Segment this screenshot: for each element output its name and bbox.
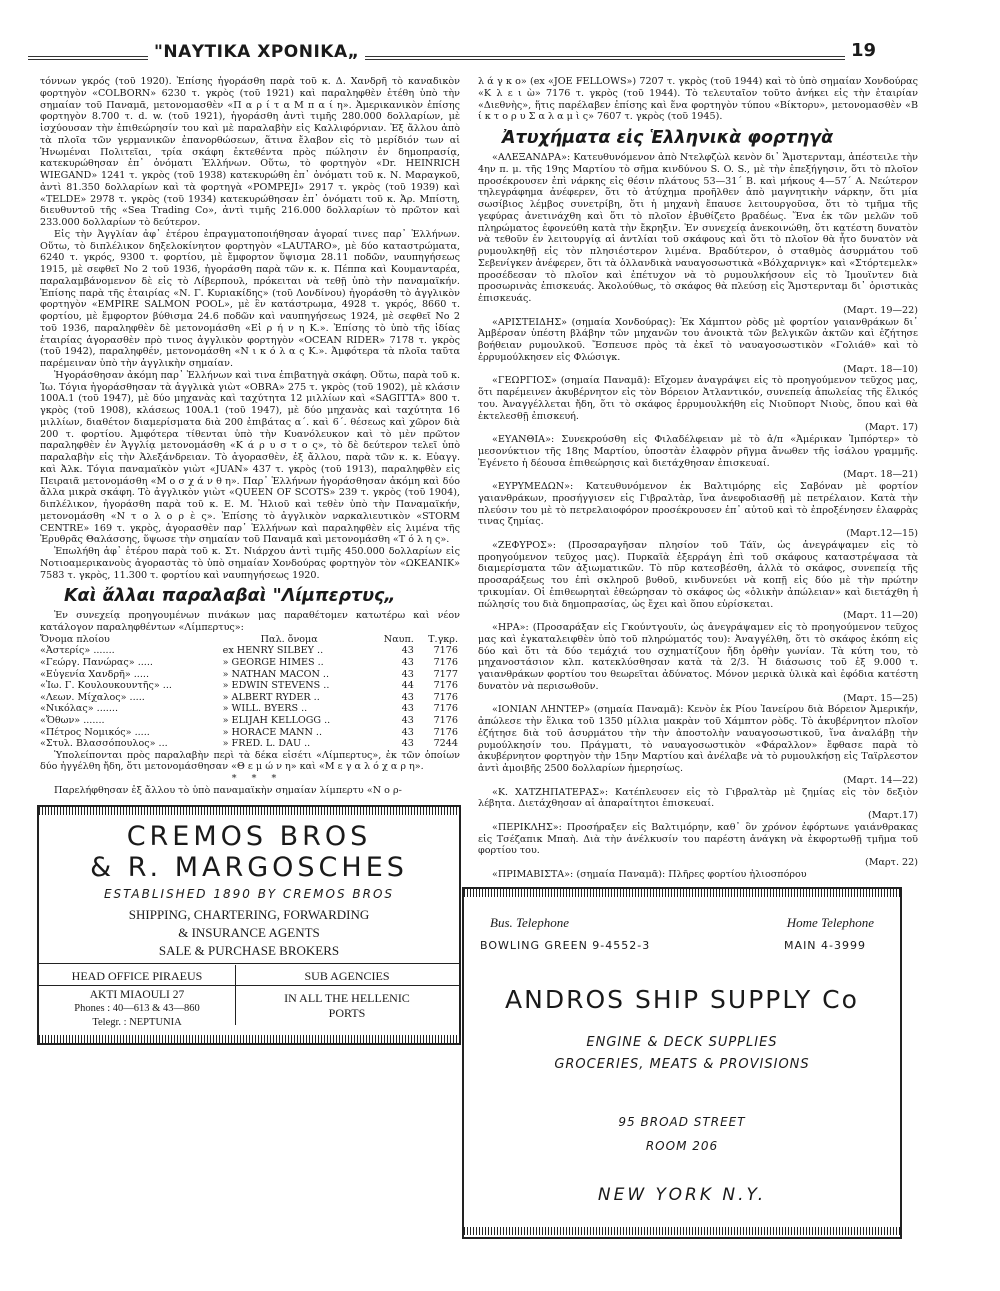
tonnage: 7176 <box>433 726 458 738</box>
accident-date: (Μαρτ. 17) <box>864 422 918 434</box>
accident-entry: «ΑΡΙΣΤΕΙΔΗΣ» (σημαία Χονδούρας): Ἐκ Χάμπτον ρὸδς μὲ φορτίον γαιανθράκων δι᾽ Ἀμβέρσαν ὑπέστη βλάβην τῶν μηχανῶν του ἀνοικτὰ τῶν βελγικῶν ἀκτῶν καὶ ἐζήτησε βοήθειαν ρυμουλκοῦ. Ἔσπευσε πρὸς τὰ ἐκεῖ τὸ ναυαγοσωστικὸν «Γολιάθ» καὶ τὸ ἐρρυμούλκησεν εἰς Φλώσιγκ. <box>478 316 918 363</box>
ad-services-2: & INSURANCE AGENTS <box>178 925 320 940</box>
sub-agencies-label: SUB AGENCIES <box>304 969 390 983</box>
liberty-ships-table <box>40 634 460 750</box>
accident-entry: «ΠΕΡΙΚΛΗΣ»: Προσήραξεν εἰς Βαλτιμόρην, καθ᾽ ὃν χρόνον ἐφόρτωνε γαιάνθρακας εἰς Τσέζαπικ Μπαὴ. Διὰ τὴν ἀνέλκυσίν του παρέστη ἀνάγκη νὰ ἐκφορτωθῇ τμῆμα τοῦ φορτίου του. <box>478 821 918 857</box>
old-name: » ALBERT RYDER .. <box>222 691 320 703</box>
page-number: 19 <box>845 40 882 61</box>
section-heading-liberty: Καὶ ἄλλαι παραλαβαὶ "Λίμπερτυς„ <box>64 586 396 607</box>
bus-telephone-number: BOWLING GREEN 9-4552-3 <box>480 939 651 952</box>
table-row <box>40 738 460 750</box>
accident-entry: «ΓΕΩΡΓΙΟΣ» (σημαία Παναμᾶ): Εἴχομεν ἀναγράψει εἰς τὸ προηγούμενον τεῦχος μας, ὅτι παρέμεινεν ἀκυβέρνητον εἰς τὸν Βόρειον Ἀτλαντικόν, συνεπείᾳ ἀπωλείας τῆς ἕλικός του. Ἀναγγέλλεται ἤδη, ὅτι τὸ σκάφος ἐρρυμουλκήθη εἰς Νιοῦπορτ Νιοὺς, ὅπου καὶ θὰ ἐκτελεσθῇ ἐπισκευή. <box>478 375 918 422</box>
built-year: 43 <box>401 714 414 726</box>
tonnage: 7176 <box>433 703 458 715</box>
accident-date: (Μαρτ. 18—10) <box>843 363 918 375</box>
accident-date: (Μαρτ. 22) <box>864 857 918 868</box>
table-row <box>40 669 460 681</box>
sub-agencies-line1: IN ALL THE HELLENIC <box>284 991 410 1005</box>
article-paragraph: τόννων γκρός (τοῦ 1920). Ἐπίσης ἠγοράσθη παρὰ τοῦ κ. Δ. Χανδρῆ τὸ καναδικὸν φορτηγὸν «COLBORN» 6230 τ. γκρὸς (τοῦ 1921) καὶ παραληφθὲν ἐτέθη ὑπὸ τὴν σημαίαν τοῦ Παναμᾶ, μετονομασθὲν «Π α ρ ί τ α Μ π α ί η». Ἀμερικανικὸν ἐπίσης φορτηγὸν 8.700 τ. d. w. (τοῦ 1921), ἠγοράσθη ἀντὶ τιμῆς 280.000 δολλαρίων, μὲ ἰσχύουσαν τὴν ἐπιθεώρησίν του καὶ μὲ παραλαβὴν εἰς Καλλιφόρνιαν. Ἐξ ἄλλου ἀπὸ τὰ πλοῖα τῶν γερμανικῶν ἐπανορθώσεων, ἅτινα ἔλαβον εἰς τὸ μερίδιόν των αἱ Ἡνωμέναι Πολιτεῖαι, τρία σκάφη ἐκτεθέντα πρὸς πώλησιν ἐν δημοπρασίᾳ, κατεκυρώθησαν ἐπ᾽ ὀνόματι Ἑλλήνων. Οὕτω, τὸ φορτηγὸν «Dr. HEINRICH WIEGAND» 1241 τ. γκρὸς (τοῦ 1938) κατεκυρώθη ἐπ᾽ ὀνόματι τοῦ κ. Ν. Μαραγκοῦ, ἀντὶ 81.350 δολλαρίων καὶ τὰ φορτηγὰ «POMPEJI» 2917 τ. γκρὸς (τοῦ 1939) καὶ «TELDE» 2978 τ. γκρὸς (τοῦ 1934) κατεκυρώθησαν ἐπ᾽ ὀνόματι τοῦ κ. Ἀρ. Μπίστη, διευθυντοῦ τῆς «Sea Trading Co», ἀντὶ τιμῆς 216.000 δολλαρίων τὸ πρῶτον καὶ 233.000 δολλαρίων τὸ δεύτερον. <box>40 76 460 228</box>
ad-border-stripe <box>464 1227 900 1235</box>
old-name: » FRED. L. DAU .. <box>222 738 311 750</box>
home-telephone-number: MAIN 4-3999 <box>784 939 866 952</box>
accident-entry: «ΕΥΡΥΜΕΔΩΝ»: Κατευθυνόμενον ἐκ Βαλτιμόρης εἰς Σαβόναν μὲ φορτίον γαιανθράκων, προσήγγισεν εἰς Γιβραλτὰρ, ἵνα ἀνεφοδιασθῇ μὲ πετρέλαιον. Κατὰ τὴν πλεύσιν του μὲ τὸ πετρελαιοφόρον προσέκρουσεν ἐπ᾽ αὐτοῦ καὶ τὸ ἐπροξένησεν ἐλαφρὰς τινας ζημίας. <box>478 481 918 528</box>
ad-divider <box>39 963 459 964</box>
old-name: » WILL. BYERS .. <box>222 703 308 715</box>
ad-divider-right <box>235 985 459 986</box>
street-address: 95 BROAD STREET <box>618 1115 746 1129</box>
table-row <box>40 645 460 657</box>
bus-telephone-label: Bus. Telephone <box>490 915 569 930</box>
page-header <box>28 42 958 70</box>
accident-entry: «ΕΥΑΝΘΙΑ»: Συνεκρούσθη εἰς Φιλαδέλφειαν μὲ τὸ ἀ/π «Ἀμέρικαν Ἰμπόρτερ» τὸ μεσονύκτιον τῆς 18ης Μαρτίου, ὑποστὰν ἐλαφρὸν ρῆγμα ἄνωθεν τῆς ἰσάλου γραμμῆς. Ἐγένετο ἡ δέουσα ἐπιθεώρησις καὶ διετάχθησαν ἐπισκευαί. <box>478 434 918 469</box>
header-tons: Τ.γκρ. <box>428 633 458 645</box>
header-ship-name: Ὄνομα πλοίου <box>40 633 110 645</box>
accident-date: (Μαρτ.17) <box>868 810 918 821</box>
old-name: » NATHAN MACON .. <box>222 668 329 680</box>
after-table-paragraph: Ὑπολείπονται πρὸς παραλαβὴν περὶ τὰ δέκα εἰσέτι «Λίμπερτυς», ἐκ τῶν ὁποίων δύο ἠγγέλθη ἤδη, ὅτι μετονομάσθησαν «Θ ε μ ώ ν η» καὶ «Μ ε γ α λ ό χ α ρ η». <box>40 749 460 773</box>
accident-entry: «Κ. ΧΑΤΖΗΠΑΤΕΡΑΣ»: Κατέπλευσεν εἰς τὸ Γιβραλτὰρ μὲ ζημίας εἰς τὸν δεξιὸν λέβητα. Διετάχθησαν αἱ ἀπαραίτητοι ἐπισκευαί. <box>478 786 918 810</box>
ad-company-name: CREMOS BROS <box>126 821 372 852</box>
sub-agencies-line2: PORTS <box>328 1006 366 1020</box>
head-office-phones: Phones : 40—613 & 43—860 <box>74 1003 200 1014</box>
built-year: 43 <box>401 668 414 680</box>
supply-company-name: ANDROS SHIP SUPPLY Co <box>505 985 859 1014</box>
table-row <box>40 657 460 669</box>
tonnage: 7244 <box>433 738 458 750</box>
header-built: Ναυπ. <box>383 633 414 645</box>
ship-name: «Πέτρος Νομικός» ..... <box>40 726 150 738</box>
accident-date: (Μαρτ. 15—25) <box>843 692 918 704</box>
ship-name: «Ἀστερίς» ....... <box>40 645 115 657</box>
head-office-telegraph: Telegr. : NEPTUNIA <box>92 1017 182 1028</box>
accident-date: (Μαρτ. 19—22) <box>843 304 918 316</box>
head-office-address: AKTI MIAOULI 27 <box>89 989 185 1001</box>
ad-services-1: SHIPPING, CHARTERING, FORWARDING <box>128 907 370 922</box>
andros-ship-supply-advertisement <box>462 887 902 1239</box>
old-name: ex HENRY SILBEY .. <box>222 645 324 657</box>
table-header-row <box>40 634 460 646</box>
section-heading-accidents: Ἀτυχήματα εἰς Ἑλληνικὰ φορτηγὰ <box>502 128 834 148</box>
old-name: » GEORGE HIMES .. <box>222 656 324 668</box>
ship-name: «Στυλ. Βλασσόπουλος» ... <box>40 738 168 750</box>
accident-entry: «ΖΕΦΥΡΟΣ»: (Προσαραγῆσαν πλησίον τοῦ Τάϊν, ὡς ἀνεγράψαμεν εἰς τὸ προηγούμενον τεῦχος μας). Πυρκαϊὰ ἐξερράγη ἐπὶ τοῦ σκάφους καταστρέψασα τὰ διαμερίσματα τῶν ἀξιωματικῶν. Τὸ πῦρ κατεσβέσθη, ἀλλὰ τὸ σκάφος, συνεπείᾳ τῆς προσαράξεως του ἐπὶ σκληροῦ βυθοῦ, κινδυνεύει νὰ κοπῇ εἰς δύο μὲ τὴν πρώτην τρικυμίαν. Οἱ ἐπιθεωρηταὶ ἐθεώρησαν τὸ σκάφος ὡς «ὁλικὴν ἀπώλειαν» καὶ διετάχθη ἡ πώλησίς του διὰ δημοπρασίας, ὡς ἔχει καὶ ὅπου εὑρίσκεται. <box>478 539 918 610</box>
city-name: NEW YORK N.Y. <box>597 1185 767 1205</box>
right-column <box>478 76 918 881</box>
header-rule-left <box>28 56 148 60</box>
ad-border-stripe <box>39 1035 459 1043</box>
ad-company-name-2: & R. MARGOSCHES <box>90 852 408 883</box>
ship-name: «Γεώργ. Πανώρας» ..... <box>40 656 153 668</box>
article-paragraph: Ἐπωλήθη ἀφ᾽ ἑτέρου παρὰ τοῦ κ. Στ. Νιάρχου ἀντὶ τιμῆς 450.000 δολλαρίων εἰς Νοτιοαμερικανοὺς ἀγοραστὰς τὸ ὑπὸ σημαίαν Χονδούρας φορτηγὸν τὸν «ΩΚΕΑΝΙΚ» 7583 τ. γκρὸς, 11.300 τ. φορτίου καὶ ναυπηγήσεως 1920. <box>40 546 460 581</box>
accident-date: (Μαρτ. 11—20) <box>843 610 918 622</box>
table-row <box>40 680 460 692</box>
ship-name: «Ἰω. Γ. Κουλουκουντῆς» ... <box>40 680 172 692</box>
room-number: ROOM 206 <box>645 1139 719 1153</box>
tonnage: 7176 <box>433 691 458 703</box>
old-name: » HORACE MANN .. <box>222 726 323 738</box>
ship-name: «Ὄθων» ....... <box>40 714 105 726</box>
ship-name: «Νικόλας» ....... <box>40 703 118 715</box>
built-year: 43 <box>401 703 414 715</box>
head-office-label: HEAD OFFICE PIRAEUS <box>71 969 203 983</box>
ad-established: ESTABLISHED 1890 BY CREMOS BROS <box>103 887 395 901</box>
separator-stars: * * * <box>231 773 283 785</box>
accident-date: (Μαρτ. 14—22) <box>843 774 918 786</box>
accident-entry: «ΠΡΙΜΑΒΙΣΤΑ»: (σημαία Παναμᾶ): Πλῆρες φορτίου ἠλιοσπόρου <box>492 868 807 880</box>
accident-entry: «ΙΟΝΙΑΝ ΛΗΝΤΕΡ» (σημαία Παναμᾶ): Κενὸν ἐκ Ρίου Ἰανείρου διὰ Βόρειον Ἀμερικήν, ἀπώλεσε τὴν ἕλικα τοῦ 1350 μίλλια μακρὰν τοῦ Χάμπτον ρὸδς. Τὸ ἀκυβέρνητον πλοῖον ἐζήτησε διὰ τοῦ ἀσυρμάτου τὴν τὴν ἀποστολὴν ναυαγοσωστικοῦ, ἵνα ἀναλάβῃ τὴν ρυμούλκησίν του. Πράγματι, τὸ ναυαγοσωστικὸν «Φάραλλον» ἔφθασε παρὰ τὸ ἀκυβέρνητον φορτηγὸν τὴν 15ην Μαρτίου καὶ ἀνέλαβε νὰ τὸ ρυμουλκήσῃ εἰς Ταϊρλεστον ἀντὶ ἀμοιβῆς 2500 δολλαρίων ἡμερησίως. <box>478 704 918 774</box>
tonnage: 7176 <box>433 680 458 692</box>
left-column <box>40 76 460 797</box>
ad-divider-left <box>39 985 235 986</box>
tonnage: 7176 <box>433 714 458 726</box>
supply-line-1: ENGINE & DECK SUPPLIES <box>586 1035 778 1050</box>
running-title: "ΝΑΥΤΙΚΑ ΧΡΟΝΙΚΑ„ <box>148 42 365 62</box>
built-year: 43 <box>401 738 414 750</box>
cremos-bros-advertisement <box>37 805 461 1045</box>
built-year: 43 <box>401 691 414 703</box>
article-paragraph: Ἠγοράσθησαν ἀκόμη παρ᾽ Ἑλλήνων καὶ τινα ἐπιβατηγὰ σκάφη. Οὕτω, παρὰ τοῦ κ. Ἰω. Τόγια ἠγοράσθησαν τὰ ἀγγλικὰ γιὼτ «OBRA» 275 τ. γκρὸς (τοῦ 1902), μὲ κλάσιν 100Α.1 (τοῦ 1947), μὲ δύο μηχανὰς καὶ ταχύτητα 12 μιλλίων καὶ «SAGITTA» 800 τ. γκρὸς (τοῦ 1908), κλάσεως 100Α.1 (τοῦ 1947), μὲ δύο μηχανὰς καὶ ταχύτητα 16 μιλλίων, διαθέτον διαμερίσματα διὰ 200 ἐπιβάτας α´. καὶ 6´. θέσεως καὶ χῶρον διὰ 200 τ. φορτίου. Ἀμφότερα τίθενται ὑπὸ τὴν Κυανόλευκον καὶ τὸ μὲν πρῶτον παραληφθὲν ἐν Ἀγγλίᾳ μετονομάσθη «Κ ά ρ υ σ τ ο ς», τὸ δὲ δεύτερον τελεῖ ὑπὸ παραλαβὴν εἰς τὴν Ἀλεξάνδρειαν. Τὸ ἀγορασθὲν, ἐξ ἄλλου, παρὰ τῶν κ. κ. Εὐαγγ. καὶ Ἀλκ. Τόγια παναμαϊκὸν γιὼτ «JUAN» 437 τ. γκρὸς (τοῦ 1913), παραληφθὲν εἰς Πειραιᾶ μετονομάσθη «Μ ο σ χ ά ν θ η». Παρ᾽ Ἑλλήνων ἠγοράσθησαν ἀκόμη καὶ δύο ἄλλα μικρὰ σκάφη. Τὸ ἀγγλικὸν γιὼτ «QUEEN OF SCOTS» 239 τ. γκρὸς (τοῦ 1904), διπλέλικον, ἠγοράσθη παρὰ τοῦ κ. Ε. Μ. Ἠλιοῦ καὶ τεθὲν ὑπὸ τὴν Παναμαϊκήν, μετονομάσθη «Ν τ ο λ ο ρ ὲ ς». Ἐπίσης τὸ ἀγγλικὸν ναρκαλιευτικὸν «STORM CENTRE» 169 τ. γκρὸς, ἀγορασθὲν παρ᾽ Ἑλλήνων καὶ παραληφθὲν εἰς λιμένα τῆς Ἐρυθρᾶς Θαλάσσης, ὕψωσε τὴν σημαίαν τοῦ Παναμᾶ καὶ μετονομάσθη «Τ ό λ η ς». <box>40 369 461 546</box>
ship-name: «Λεων. Μίχαλος» ..... <box>40 691 145 703</box>
built-year: 44 <box>401 680 414 692</box>
built-year: 43 <box>401 656 414 668</box>
table-row <box>40 727 460 739</box>
accident-date: (Μαρτ. 18—21) <box>843 469 918 481</box>
table-row <box>40 703 460 715</box>
article-paragraph: Εἰς τὴν Ἀγγλίαν ἀφ᾽ ἑτέρου ἐπραγματοποιήθησαν ἀγοραί τινες παρ᾽ Ἑλλήνων. Οὕτω, τὸ διπλέλικον δηξελοκίνητον φορτηγὸν «LAUTARO», μὲ δύο καταστρώματα, 6240 τ. γκρός, 9300 τ. φορτίου, μὲ ἔμφορτον ὕψισμα 28.11 ποδῶν, ναυπηγήσεως 1915, μὲ σεφθεῖ Νο 2 τοῦ 1936, ἠγοράσθη παρὰ τῶν κ. κ. Πέππα καὶ Κουμανταρέα, παραλαμβάνομενον δὲ εἰς τὸ Λίβερπουλ, πρόκειται νὰ τεθῇ ὑπὸ τὴν παναμαϊκήν. Ἐπίσης παρὰ τῆς ἑταιρίας «Ν. Γ. Κυριακίδης» (τοῦ Λονδίνου) ἠγοράσθη τὸ ἀγγλικὸν φορτηγὸν «EMPIRE SALMON POOL», μὲ ἓν κατάστρωμα, 4928 τ. γκρός, 8660 τ. φορτίου, μὲ ἔμφορτον βύθισμα 24.6 ποδῶν καὶ ναυπηγήσεως 1924, μὲ σεφθεῖ Νο 2 τοῦ 1936, παραληφθὲν δὲ μετονομάσθη «Εἰ ρ ή ν η Κ.». Ἐπίσης τὸ ὑπὸ τῆς ἰδίας ἑταιρίας ἀγορασθὲν πρὸ τινος ἀγγλικὸν φορτηγὸν «OCEAN RIDER» 7178 τ. γκρὸς (τοῦ 1942), παραληφθέν, μετονομάσθη «Ν ι κ ό λ α ς Κ.». Ἀμφότερα τὰ πλοῖα ταῦτα παρέμειναν ὑπὸ τὴν ἀγγλικὴν σημαίαν. <box>40 228 460 369</box>
ad-services-3: SALE & PURCHASE BROKERS <box>158 943 340 958</box>
ad-border-stripe <box>464 889 900 897</box>
header-old-name: Παλ. ὄνομα <box>260 633 318 645</box>
continued-paragraph: λ ά γ κ ο» (ex «JOE FELLOWS») 7207 τ. γκρὸς (τοῦ 1944) καὶ τὸ ὑπὸ σημαίαν Χονδούρας «Κ λ ε ι ὼ» 7176 τ. γκρὸς (τοῦ 1944). Τὸ τελευταῖον τοῦτο ἀνήκει εἰς τὴν ἑταιρίαν «Διεθνὴς», ἥτις παρέλαβεν ἐπίσης καὶ ἕνα φορτηγὸν τύπου «Βίκτορυ», μετονομασθὲν «Β ί κ τ ο ρ υ Σ α λ α μ ὶ ς» 7607 τ. γκρὸς (τοῦ 1945). <box>478 76 918 123</box>
tonnage: 7177 <box>433 668 458 680</box>
accident-date: (Μαρτ.12—15) <box>846 528 918 539</box>
old-name: » EDWIN STEVENS .. <box>222 680 330 692</box>
built-year: 43 <box>401 726 414 738</box>
table-row <box>40 715 460 727</box>
accident-entry: «ΑΛΕΞΑΝΔΡΑ»: Κατευθυνόμενον ἀπὸ Ντελφζὼλ κενὸν δι᾽ Ἄμστερνταμ, ἀπέστειλε τὴν 4ην π. μ. τῆς 19ης Μαρτίου τὸ σῆμα κινδύνου S. O. S., μὲ τὴν ἐπεξήγησιν, ὅτι τὸ πλοῖον προσέκρουσεν ἐπὶ νάρκης εἰς θέσιν πλάτους 53—31´ Β. καὶ μήκους 4—57´ Α. Νεώτερον τηλεγράφημα ἀνέφερεν, ὅτι τὸ ἀτύχημα προῆλθεν ἀπὸ μαγνητικὴν νάρκην, ὅτι μία σωσίβιος λέμβος συνετρίβη, ὅτι ἡ μηχανὴ ἔπαυσε λειτουργοῦσα, ὅτι τὸ τμῆμα τῆς γεφύρας ἀνετινάχθη καὶ ὅτι τὸ πλοῖον ἐβυθίζετο βραδέως. Ἕνα ἐκ τῶν μελῶν τοῦ πληρώματος ἐφονεύθη κατὰ τὴν ἔκρηξιν. Ἐν συνεχείᾳ ἀνεκοινώθη, ὅτι κατέστη δυνατὸν νὰ τεθοῦν ἐν λειτουργίᾳ αἱ ἀντλίαι τοῦ σκάφους καὶ ὅτι τὸ πλοῖον θὰ ἦτο δυνατὸν νὰ ρυμουλκηθῇ εἰς τὸν πλησιέστερον λιμένα. Βραδύτερον, ὁ σταθμὸς ἀσυρμάτου τοῦ Σεβενίγκεν ἀνέφερεν, ὅτι τὰ ὁλλανδικὰ ναυαγοσωστικὰ «Βόλχαρνιγκ» καὶ «Στόρτεμελκ» προσέδεσαν τὸ πλοῖον καὶ ἐπέτυχον νὰ τὸ ρυμουλκήσουν εἰς τὸ Ἰμουϊντεν διὰ προσωρινὰς ἐπισκευάς. Ἀκολούθως, τὸ σκάφος θὰ πλεύσῃ εἰς Ἄμστερνταμ δι᾽ ὁριστικὰς ἐπισκευάς. <box>478 152 918 304</box>
tonnage: 7176 <box>433 656 458 668</box>
liberty-intro: Ἐν συνεχείᾳ προηγουμένων πινάκων μας παραθέτομεν κατωτέρω καὶ νέον κατάλογον παραληφθέντων «Λίμπερτυς»: <box>40 610 460 633</box>
ad-border-stripe <box>39 807 459 815</box>
old-name: » ELIJAH KELLOGG .. <box>222 714 331 726</box>
table-row <box>40 692 460 704</box>
built-year: 43 <box>401 645 414 657</box>
tonnage: 7176 <box>433 645 458 657</box>
continuation-line: Παρελήφθησαν ἐξ ἄλλου τὸ ὑπὸ παναμαϊκὴν σημαίαν λίμπερτυ «Ν ο ρ- <box>54 784 402 796</box>
supply-line-2: GROCERIES, MEATS & PROVISIONS <box>554 1057 810 1072</box>
home-telephone-label: Home Telephone <box>786 915 874 930</box>
accident-entry: «ΗΡΑ»: (Προσαράξαν εἰς Γκούντγουϊν, ὡς ἀνεγράψαμεν εἰς τὸ προηγούμενον τεῦχος μας καὶ ἐγκαταλειφθὲν ὑπὸ τοῦ πληρώματός του): Ἀναγγέλθη, ὅτι τὸ σκάφος ἐκόπη εἰς δύο καὶ ὅτι τὰ δύο τεμάχιά του σχηματίζουν ἤδη ὀρθὴν γωνίαν. Τὰ κύτη του, τὸ μηχανοστάσιον κλπ. κατεκλύσθησαν κατὰ τὰ 2/3. Ἡ διάσωσις τοῦ ἐξ 9.000 τ. γαιανθράκων φορτίου του θεωρεῖται ἀδύνατος. Μόνον μερικὰ ὑλικὰ καὶ ἐφόδια κατέστη δυνατὸν νὰ περισωθοῦν. <box>478 622 918 692</box>
header-rule-right <box>308 56 868 60</box>
ship-name: «Εὐγενία Χανδρῆ» ..... <box>40 668 150 680</box>
